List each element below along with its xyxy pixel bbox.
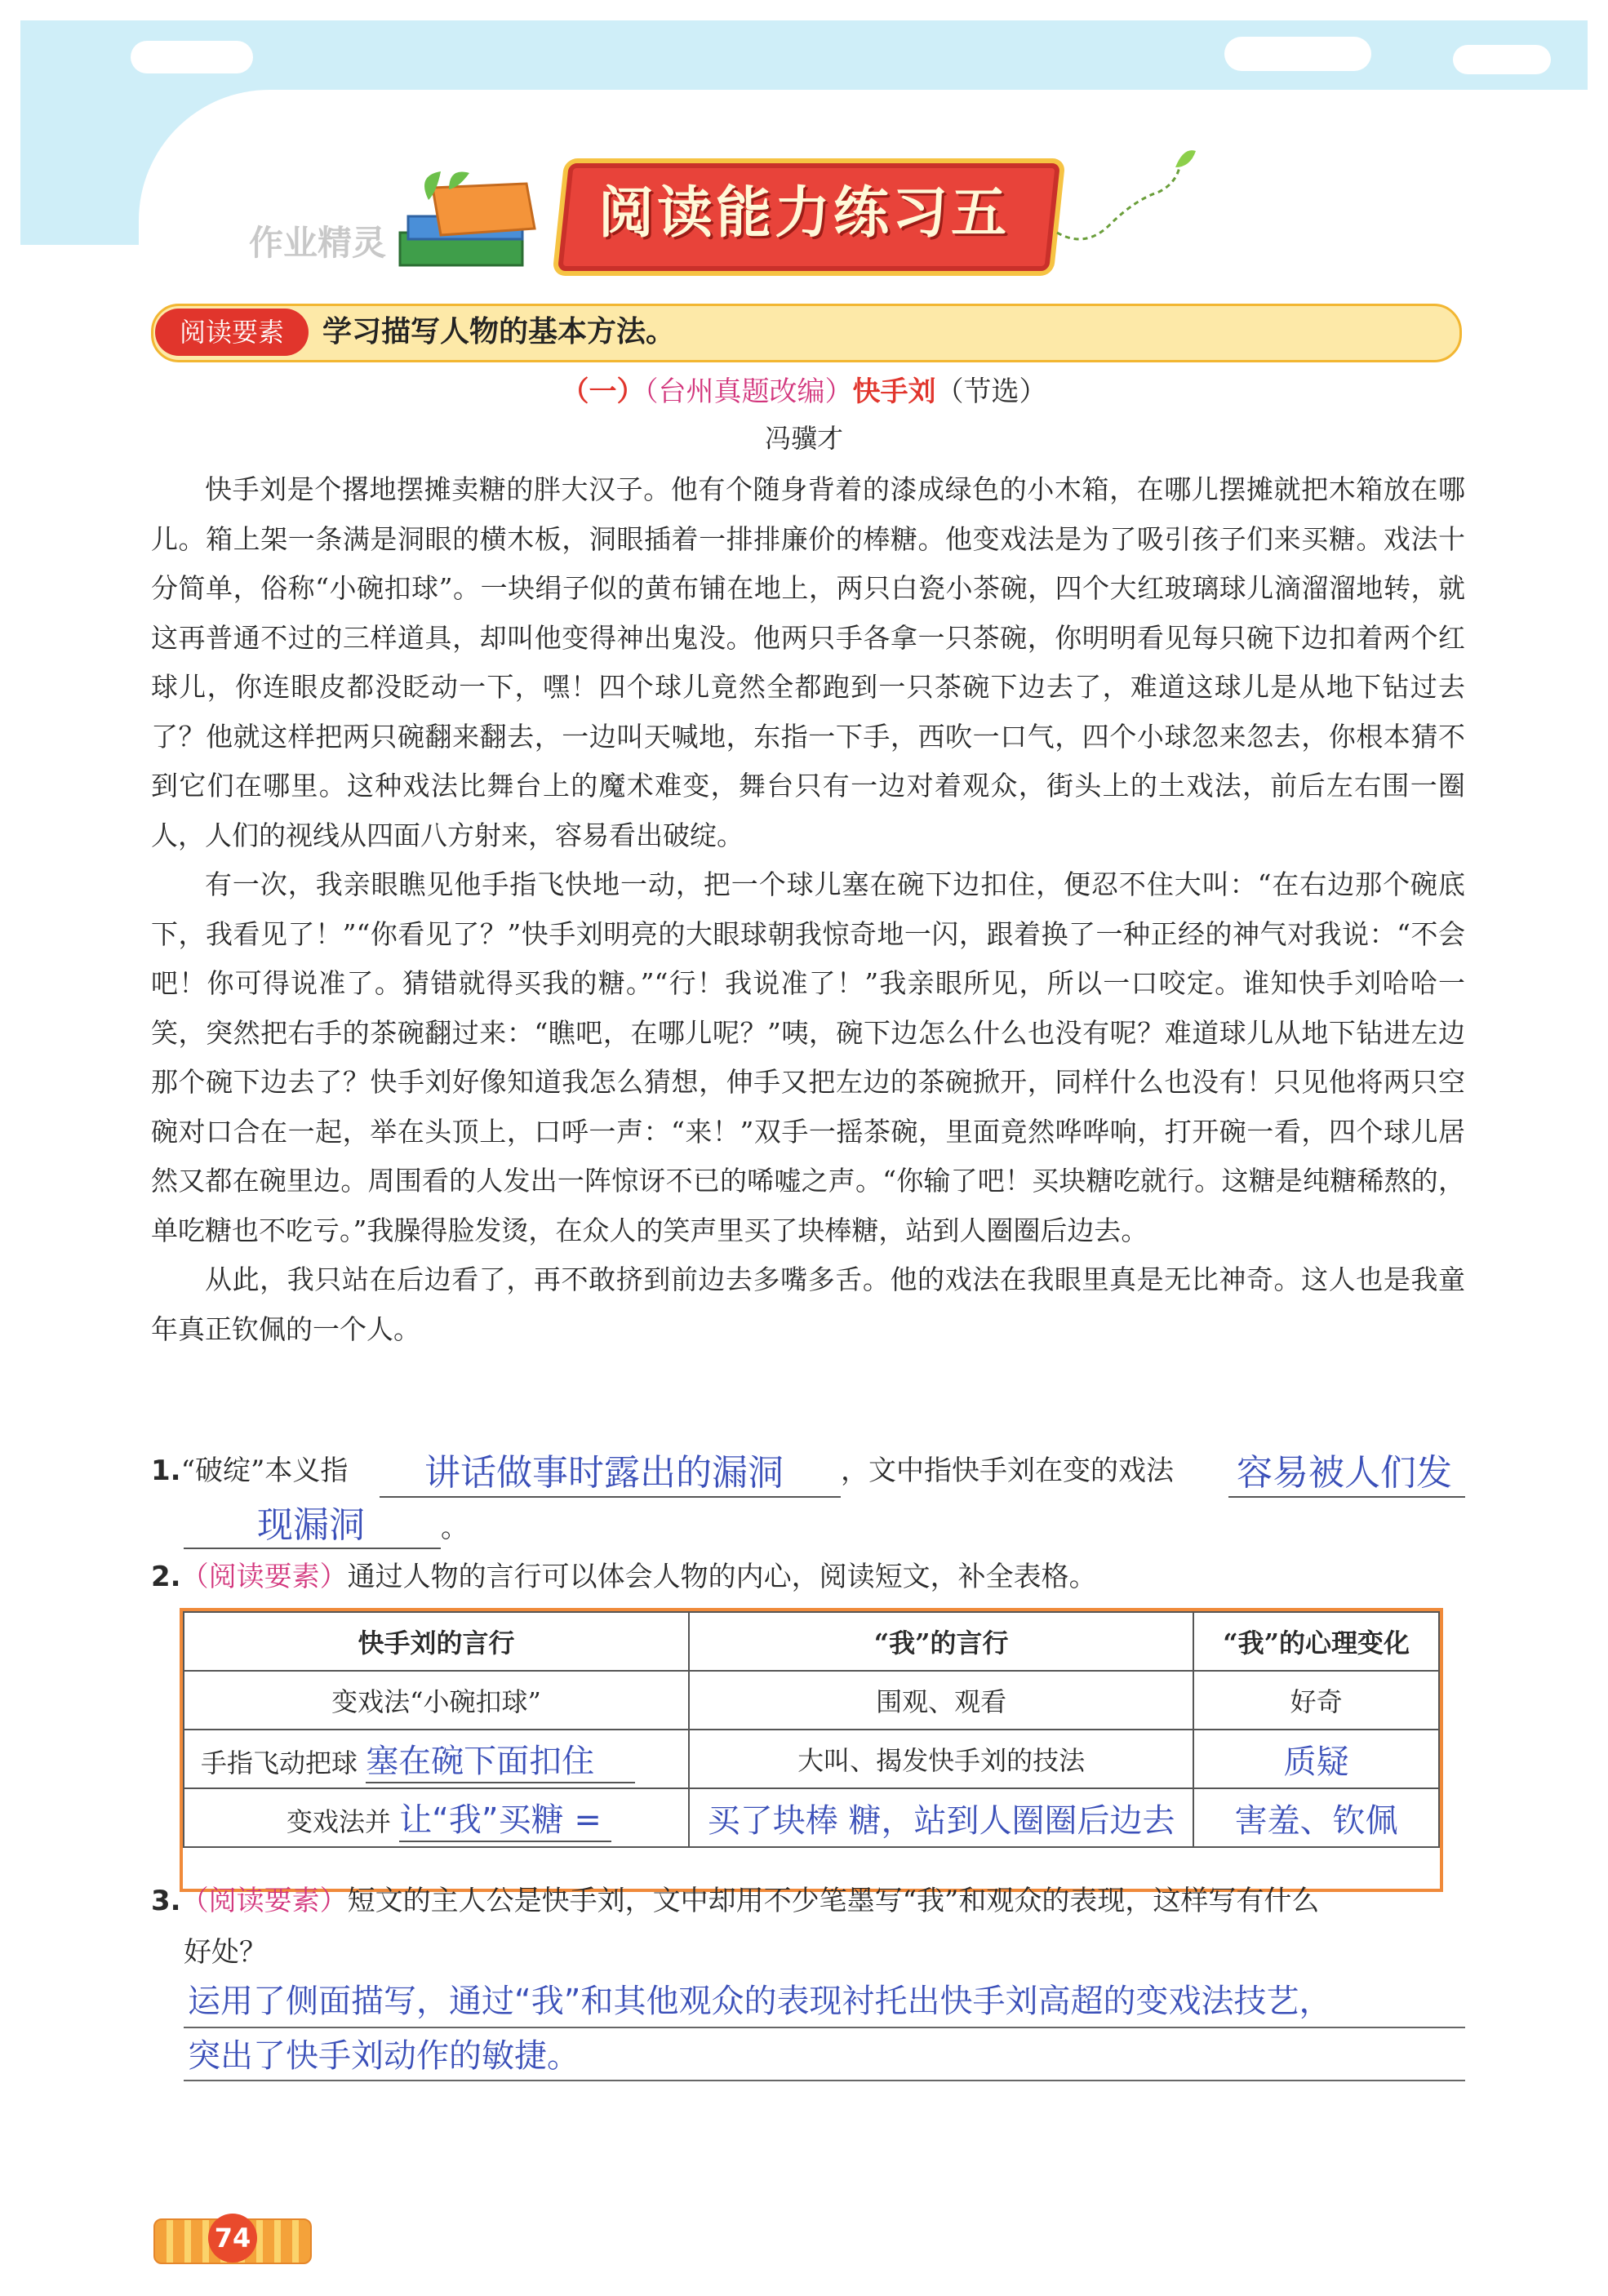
table-header: 快手刘的言行 <box>184 1612 689 1671</box>
table-header: “我”的言行 <box>689 1612 1193 1671</box>
table-cell <box>689 1788 1193 1847</box>
section-article-title: 快手刘 <box>852 375 936 408</box>
reading-element-text: 学习描写人物的基本方法。 <box>322 315 676 349</box>
books-icon <box>384 171 547 282</box>
table-cell <box>184 1730 689 1788</box>
question-1-text: “破绽”本义指 <box>180 1454 349 1487</box>
question-number: 3. <box>151 1885 181 1917</box>
handwritten-answer: 害羞、钦佩 <box>1234 1801 1398 1840</box>
cell-prefix: 手指飞动把球 <box>201 1747 358 1779</box>
cloud-decoration <box>1453 45 1551 74</box>
table-row <box>184 1730 1439 1788</box>
question-2 <box>151 1555 1473 1599</box>
question-tag: （阅读要素） <box>180 1885 348 1917</box>
watermark-logo: 作业精灵 <box>249 223 387 263</box>
table-cell: 大叫、揭发快手刘的技法 <box>689 1730 1193 1788</box>
table-header: “我”的心理变化 <box>1193 1612 1439 1671</box>
cloud-decoration <box>1224 37 1371 71</box>
table-header-row <box>184 1612 1439 1671</box>
table-cell: 变戏法“小碗扣球” <box>184 1671 689 1730</box>
section-title <box>0 371 1608 412</box>
handwritten-answer: 现漏洞 <box>257 1504 365 1546</box>
question-3 <box>151 1879 1473 1923</box>
handwritten-answer: 买了块棒 糖，站到人圈圈后边去 <box>707 1801 1175 1840</box>
reading-element-tag: 阅读要素 <box>155 309 309 356</box>
handwritten-answer: 容易被人们发 <box>1237 1452 1452 1494</box>
table-cell: 好奇 <box>1193 1671 1439 1730</box>
passage-paragraph: 从此，我只站在后边看了，再不敢挤到前边去多嘴多舌。他的戏法在我眼里真是无比神奇。这人也是我童年真正钦佩的一个人。 <box>151 1263 1465 1345</box>
question-3-text: 短文的主人公是快手刘，文中却用不少笔墨写“我”和观众的表现，这样写有什么 <box>347 1885 1320 1917</box>
handwritten-answer: 突出了快手刘动作的敏捷。 <box>188 2037 580 2075</box>
handwritten-answer: 运用了侧面描写，通过“我”和其他观众的表现衬托出快手刘高超的变戏法技艺， <box>188 1983 1332 2020</box>
question-2-text: 通过人物的言行可以体会人物的内心，阅读短文，补全表格。 <box>347 1561 1097 1593</box>
question-1-text-b: ，文中指快手刘在变的戏法 <box>841 1454 1174 1487</box>
cell-prefix: 变戏法并 <box>287 1805 392 1837</box>
question-1-end: 。 <box>441 1512 469 1544</box>
table-cell <box>1193 1788 1439 1847</box>
table-cell: 围观、观看 <box>689 1671 1193 1730</box>
table-row <box>184 1788 1439 1847</box>
question-3-text-b: 好处？ <box>184 1936 267 1969</box>
handwritten-answer: 质疑 <box>1283 1743 1349 1781</box>
question-tag: （阅读要素） <box>180 1561 348 1593</box>
section-number: （一） <box>561 375 645 408</box>
table-row <box>184 1671 1439 1730</box>
passage-paragraph: 有一次，我亲眼瞧见他手指飞快地一动，把一个球儿塞在碗下边扣住，便忍不住大叫：“在右边那个碗底下，我看见了！”“你看见了？”快手刘明亮的大眼球朝我惊奇地一闪，跟着换了一种正经的神气对我说：“不会吧！你可得说准了。猜错就得买我的糖。”“行！我说准了！”我亲眼所见，所以一口咬定。谁知快手刘哈哈一笑，突然把右手的茶碗翻过来：“瞧吧，在哪儿呢？”咦，碗下边怎么什么也没有呢？难道球儿从地下钻进左边那个碗下边去了？快手刘好像知道我怎么猜想，伸手又把左边的茶碗掀开，同样什么也没有！只见他将两只空碗对口合在一起，举在头顶上，口呼一声：“来！”双手一摇茶碗，里面竟然哗哗响，打开碗一看，四个球儿居然又都在碗里边。周围看的人发出一阵惊讶不已的唏嘘之声。“你输了吧！买块糖吃就行。这糖是纯糖稀熬的，单吃糖也不吃亏。”我臊得脸发烫，在众人的笑声里买了块棒糖，站到人圈圈后边去。 <box>151 868 1465 1246</box>
answer-table <box>183 1611 1440 1848</box>
table-cell <box>1193 1730 1439 1788</box>
question-number: 2. <box>151 1561 181 1593</box>
handwritten-answer: 塞在碗下面扣住 <box>366 1735 635 1783</box>
passage <box>151 465 1465 1354</box>
section-source: （台州真题改编） <box>644 375 853 408</box>
page-number: 74 <box>208 2214 257 2263</box>
author: 冯骥才 <box>764 423 843 454</box>
page-title: 阅读能力练习五 <box>597 181 1010 246</box>
vine-icon <box>1053 143 1200 249</box>
handwritten-answer: 讲话做事时露出的漏洞 <box>424 1452 784 1494</box>
cloud-decoration <box>131 41 253 73</box>
table-cell <box>184 1788 689 1847</box>
handwritten-answer: 让“我”买糖 = <box>399 1794 611 1842</box>
section-note: （节选） <box>935 375 1047 408</box>
passage-paragraph: 快手刘是个撂地摆摊卖糖的胖大汉子。他有个随身背着的漆成绿色的小木箱，在哪儿摆摊就把木箱放在哪儿。箱上架一条满是洞眼的横木板，洞眼插着一排排廉价的棒糖。他变戏法是为了吸引孩子们来买糖。戏法十分简单，俗称“小碗扣球”。一块绢子似的黄布铺在地上，两只白瓷小茶碗，四个大红玻璃球儿滴溜溜地转，就这再普通不过的三样道具，却叫他变得神出鬼没。他两只手各拿一只茶碗，你明明看见每只碗下边扣着两个红球儿，你连眼皮都没眨动一下，嘿！四个球儿竟然全都跑到一只茶碗下边去了，难道这球儿是从地下钻过去了？他就这样把两只碗翻来翻去，一边叫天喊地，东指一下手，西吹一口气，四个小球忽来忽去，你根本猜不到它们在哪里。这种戏法比舞台上的魔术难变，舞台只有一边对着观众，街头上的土戏法，前后左右围一圈人，人们的视线从四面八方射来，容易看出破绽。 <box>151 473 1465 851</box>
question-number: 1. <box>151 1454 181 1487</box>
